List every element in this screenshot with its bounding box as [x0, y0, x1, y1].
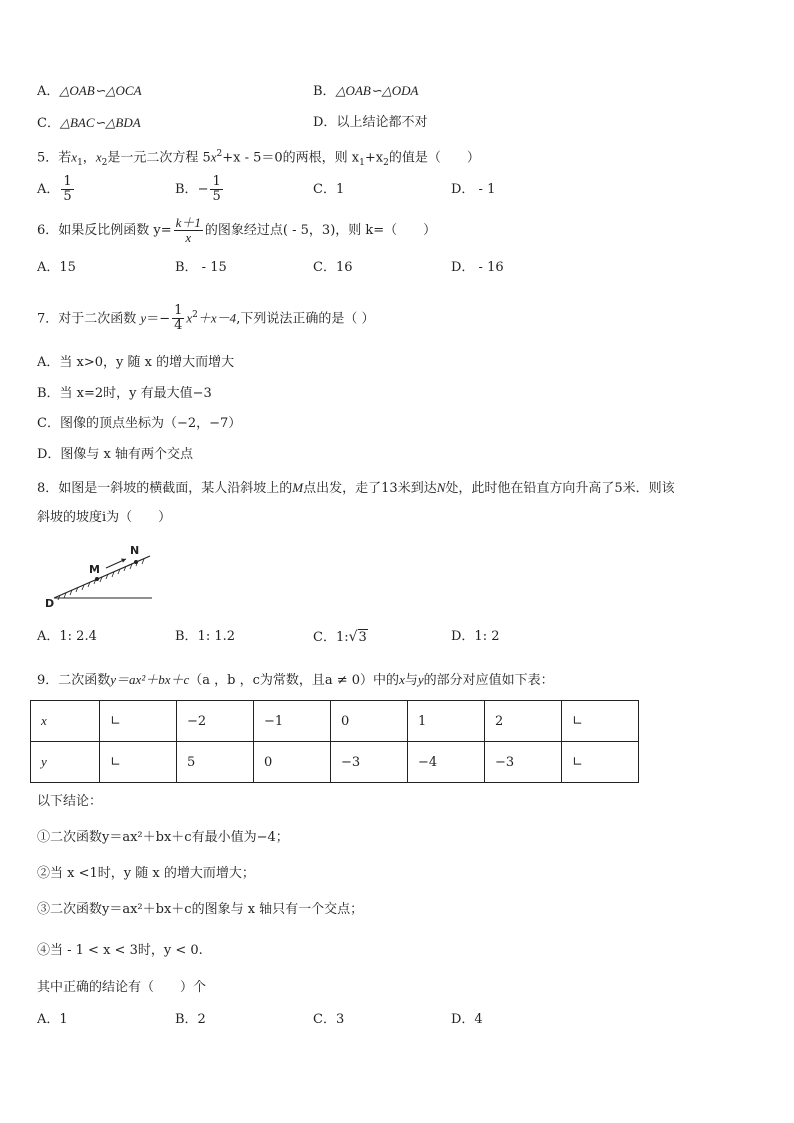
- table-cell: −2: [177, 701, 254, 742]
- q4-option-a: A．△OAB∽△OCA: [37, 83, 142, 99]
- table-cell: ∟: [100, 701, 177, 742]
- label-m: M: [89, 563, 100, 576]
- q7-option-d: D．图像与 x 轴有两个交点: [37, 447, 194, 462]
- point-m: [95, 577, 99, 581]
- q5-option-b: B．− $\frac{1}{5}$: [175, 174, 221, 204]
- q9-option-c: C．3: [313, 1012, 345, 1027]
- table-cell: ∟: [100, 742, 177, 783]
- fraction: $\frac{1}{5}$: [212, 174, 221, 204]
- q5-option-c: C．1: [313, 182, 345, 197]
- fraction: $\frac{1}{5}$: [63, 174, 72, 204]
- q9-conclusion-3: ③二次函数y＝ax²＋bx＋c的图象与 x 轴只有一个交点；: [37, 902, 364, 917]
- fraction: $\frac{k+1}{x}$: [175, 215, 201, 245]
- q4-option-d: D．以上结论都不对: [313, 115, 428, 130]
- table-cell: −3: [331, 742, 408, 783]
- q6-option-b: B． - 15: [175, 260, 227, 275]
- q7-option-c: C．图像的顶点坐标为（−2，−7）: [37, 416, 242, 431]
- q8-option-b: B．1: 1.2: [175, 629, 236, 644]
- q9-conclusion-4: ④当 - 1 < x < 3时，y < 0.: [37, 943, 203, 958]
- q7-option-b: B．当 x=2时，y 有最大值−3: [37, 386, 212, 401]
- q9-conclusion-1: ①二次函数y＝ax²＋bx＋c有最小值为−4；: [37, 830, 289, 845]
- point-n: [134, 560, 138, 564]
- slope-hatching: [58, 559, 144, 600]
- table-cell: −4: [408, 742, 485, 783]
- table-cell: 0: [254, 742, 331, 783]
- q8-stem-line2: 斜坡的坡度i为（ ）: [37, 510, 172, 525]
- q8-option-a: A．1: 2.4: [37, 629, 97, 644]
- table-cell: ∟: [562, 701, 639, 742]
- label-n: N: [130, 544, 140, 557]
- q9-conclusion-2: ②当 x <1时，y 随 x 的增大而增大；: [37, 866, 255, 881]
- slope-figure: [40, 540, 160, 612]
- table-cell: y: [31, 742, 100, 783]
- q9-stem: 9．二次函数y＝ax²＋bx＋c（a ，b ，c为常数，且a ≠ 0）中的x与y的部分对应值如下表：: [37, 672, 554, 688]
- table-cell: 2: [485, 701, 562, 742]
- q7-stem: 7．对于二次函数 y＝− $\frac{1}{4}$ $x^2+x-4$,下列说法正确的是（ ）: [37, 303, 375, 334]
- table-cell: ∟: [562, 742, 639, 783]
- q9-option-a: A．1: [37, 1012, 68, 1027]
- table-row-y: [31, 742, 639, 783]
- q6-option-c: C．16: [313, 260, 353, 275]
- q8-option-c: C．1:√3: [313, 629, 367, 645]
- q8-option-d: D．1: 2: [451, 629, 500, 644]
- label-d: D: [45, 597, 55, 610]
- q6-option-d: D． - 16: [451, 260, 504, 275]
- table-cell: 0: [331, 701, 408, 742]
- q4-option-b: B．△OAB∽△ODA: [313, 83, 419, 99]
- table-cell: −3: [485, 742, 562, 783]
- table-cell: 5: [177, 742, 254, 783]
- table-cell: −1: [254, 701, 331, 742]
- q5-option-a: A． $\frac{1}{5}$: [37, 174, 72, 204]
- q9-question: 其中正确的结论有（ ）个: [37, 980, 207, 995]
- q9-intro: 以下结论：: [37, 794, 103, 809]
- table-cell: 1: [408, 701, 485, 742]
- table-row-x: [31, 701, 639, 742]
- q6-option-a: A．15: [37, 260, 76, 275]
- q5-option-d: D． - 1: [451, 182, 496, 197]
- q7-option-a: A．当 x>0，y 随 x 的增大而增大: [37, 355, 235, 370]
- q9-option-d: D．4: [451, 1012, 483, 1027]
- fraction: $\frac{1}{4}$: [174, 303, 183, 334]
- q6-stem: 6．如果反比例函数 y= $\frac{k+1}{x}$ 的图象经过点( - 5，3)，则 k=（ ）: [37, 215, 437, 245]
- q4-option-c: C．△BAC∽△BDA: [37, 115, 141, 131]
- q5-stem: 5．若$x_1$，$x_2$是一元二次方程 $5x^2+x - 5=0$的两根，则 $x_1+x_2$的值是（ ）: [37, 149, 480, 168]
- q9-option-b: B．2: [175, 1012, 206, 1027]
- table-cell: x: [31, 701, 100, 742]
- value-table: [30, 700, 639, 783]
- q8-stem-line1: 8．如图是一斜坡的横截面，某人沿斜坡上的M点出发，走了13米到达N处，此时他在铅直方向升高了5米．则该: [37, 480, 675, 496]
